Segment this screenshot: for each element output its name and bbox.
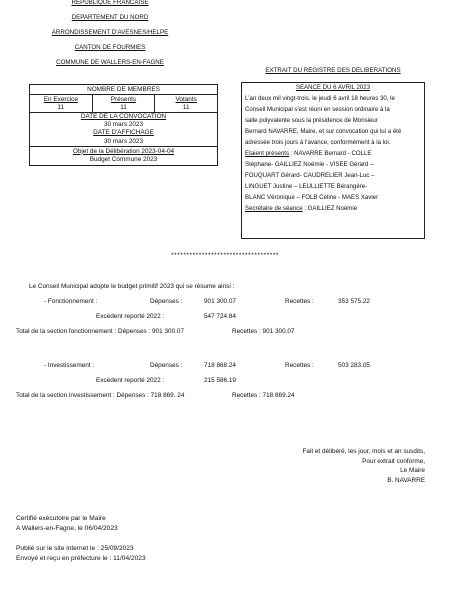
signature-block bbox=[302, 447, 425, 485]
members-value-exercice: 11 bbox=[30, 103, 93, 111]
secretary-value: : GAILLIEZ Noémie bbox=[302, 205, 358, 212]
presents-line-1 bbox=[245, 150, 421, 157]
presents-line-5: BLANC Véronique – FOLB Céline - MAES Xavier bbox=[245, 194, 379, 201]
extract-body-line-4: Bernard NAVARRE, Maire, et sur convocation qui lui a été bbox=[245, 128, 402, 135]
members-title: NOMBRE DE MEMBRES bbox=[87, 85, 160, 93]
fonctionnement-depenses-value: 901 300.07 bbox=[204, 298, 236, 305]
footer-block bbox=[16, 514, 146, 564]
members-table bbox=[29, 84, 218, 166]
investissement-depenses-value: 718 868.24 bbox=[204, 362, 236, 369]
footer-certifie: Certifié exécutoire par le Maire bbox=[16, 515, 106, 522]
secretary-line bbox=[245, 205, 421, 212]
objet-label: Objet de la Délibération 2023-04-04 bbox=[72, 147, 175, 155]
extract-title: EXTRAIT DU REGISTRE DES DELIBERATIONS bbox=[265, 67, 401, 74]
canton-heading: CANTON DE FOURMIES bbox=[74, 44, 146, 51]
presents-line-4: LINGUET Justine – LEULLIETTE Bérangère- bbox=[245, 183, 368, 190]
investissement-recettes-value: 503 283.05 bbox=[338, 362, 370, 369]
investissement-excedent-label: Excédent reporté 2022 : bbox=[96, 377, 165, 384]
members-values-row bbox=[30, 103, 217, 112]
members-column-exercice: En Exercice bbox=[30, 95, 93, 103]
members-value-presents: 11 bbox=[93, 103, 156, 111]
fonctionnement-total: Total de la section fonctionnement : Dépenses : 901 300.07 bbox=[16, 328, 185, 335]
presents-label: Etaient présents bbox=[245, 150, 290, 157]
arrondissement-heading: ARRONDISSEMENT D'AVESNES/HELPE bbox=[51, 29, 169, 36]
convocation-date: 30 mars 2023 bbox=[103, 121, 144, 129]
signature-line-4: B. NAVARRE bbox=[387, 476, 425, 484]
fonctionnement-excedent-label: Excédent reporté 2022 : bbox=[96, 313, 165, 320]
members-columns-row bbox=[30, 95, 217, 103]
objet-value: Budget Commune 2023 bbox=[89, 155, 158, 163]
extract-body-line-5: adressée trois jours à l'avance, conformément à la loi. bbox=[245, 139, 391, 146]
affichage-label: DATE D'AFFICHAGE bbox=[93, 129, 154, 137]
objet-row bbox=[30, 147, 217, 164]
department-heading: DEPARTEMENT DU NORD bbox=[71, 14, 149, 21]
convocation-label: DATE DE LA CONVOCATION bbox=[80, 113, 167, 121]
signature-line-2: Pour extrait conforme, bbox=[362, 457, 425, 465]
investissement-excedent-value: 215 586.19 bbox=[204, 377, 236, 384]
separator: *********************************** bbox=[170, 252, 280, 259]
fonctionnement-depenses-label: Dépenses : bbox=[150, 298, 183, 305]
fonctionnement-excedent-value: 547 724.84 bbox=[204, 313, 236, 320]
fonctionnement-recettes-label: Recettes : bbox=[285, 298, 314, 305]
members-column-presents: Présents bbox=[93, 95, 156, 103]
members-title-row bbox=[30, 85, 217, 95]
fonctionnement-label: - Fonctionnement : bbox=[44, 298, 98, 305]
republic-heading: REPUBLIQUE FRANCAISE bbox=[71, 0, 149, 6]
budget-intro: Le Conseil Municipal adopte le budget primitif 2023 qui se résume ainsi : bbox=[29, 283, 235, 290]
investissement-recettes-label: Recettes : bbox=[285, 362, 314, 369]
investissement-total: Total de la section investissement : Dépenses : 718 869. 24 bbox=[16, 392, 185, 399]
objet-block bbox=[30, 147, 217, 164]
fonctionnement-recettes-value: 353 575.22 bbox=[338, 298, 370, 305]
extract-body-line-1: L'an deux mil vingt-trois, le jeudi 6 avril 18 heures 30, le bbox=[245, 95, 395, 102]
seance-title: SEANCE DU 6 AVRIL 2023 bbox=[295, 84, 371, 91]
signature-line-1: Fait et délibéré, les jour, mois et an susdits, bbox=[302, 448, 425, 455]
dates-block bbox=[30, 113, 217, 147]
members-value-votants: 11 bbox=[182, 104, 190, 112]
signature-line-3: Le Maire bbox=[400, 467, 425, 475]
affichage-date: 30 mars 2023 bbox=[103, 137, 144, 145]
footer-envoye: Envoyé et reçu en préfecture le : 11/04/2023 bbox=[16, 555, 146, 562]
secretary-label: Secrétaire de séance bbox=[245, 205, 303, 212]
presents-line-3: FOUQUART Gérard- CAUDRELIER Jean-Luc – bbox=[245, 172, 375, 179]
commune-heading: COMMUNE DE WALLERS-EN-FAGNE bbox=[56, 59, 164, 66]
dates-row bbox=[30, 113, 217, 148]
fonctionnement-total-recettes: Recettes : 901 300.07 bbox=[232, 328, 295, 335]
investissement-depenses-label: Dépenses : bbox=[150, 362, 183, 369]
extract-body-line-3: salle polyvalente sous la présidence de Monsieur bbox=[245, 117, 378, 124]
extract-body-line-2: Conseil Municipal s'est réuni en session ordinaire à la bbox=[245, 106, 390, 113]
presents-line-2: Stéphane- GAILLIEZ Noémie - VISEE Gérard – bbox=[245, 161, 374, 168]
investissement-label: - Investissement : bbox=[44, 362, 95, 369]
presents-value-1: : NAVARRE Bernard - COLLE bbox=[289, 150, 372, 157]
footer-spacer bbox=[16, 534, 146, 544]
footer-publie: Publié sur le site internet le : 25/09/2023 bbox=[16, 545, 134, 552]
members-column-votants: Votants bbox=[175, 95, 197, 103]
investissement-total-recettes: Recettes : 718 869.24 bbox=[232, 392, 295, 399]
extract-box bbox=[241, 82, 425, 239]
footer-lieu-date: A Wallers-en-Fagne, le 06/04/2023 bbox=[16, 525, 118, 532]
